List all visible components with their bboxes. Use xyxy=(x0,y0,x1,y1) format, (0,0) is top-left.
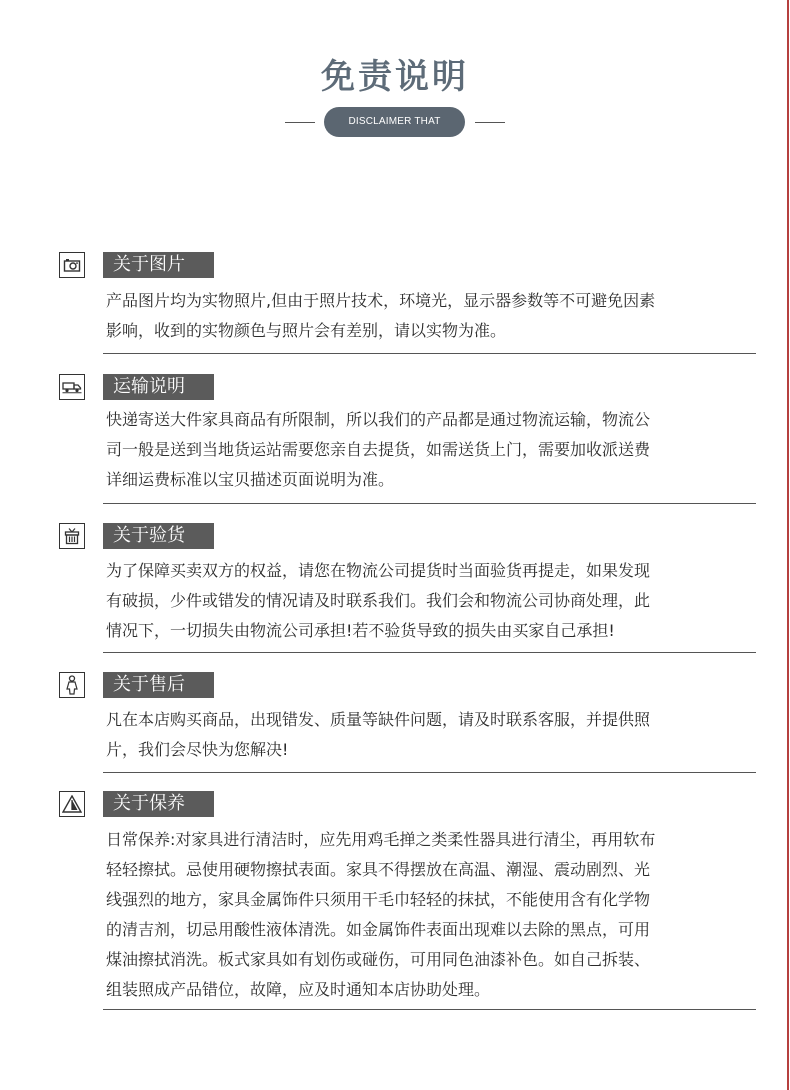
subtitle-right-line xyxy=(475,122,505,123)
body-line: 片，我们会尽快为您解决! xyxy=(106,740,289,759)
subtitle-pill: DISCLAIMER THAT xyxy=(324,107,465,137)
section-divider xyxy=(103,503,756,504)
right-edge-rule xyxy=(787,0,789,1090)
section-heading: 关于保养 xyxy=(103,791,214,817)
section-divider xyxy=(103,772,756,773)
subtitle-left-line xyxy=(285,122,315,123)
body-line: 有破损，少件或错发的情况请及时联系我们。我们会和物流公司协商处理，此 xyxy=(106,591,651,610)
body-line: 影响，收到的实物颜色与照片会有差别，请以实物为准。 xyxy=(106,321,507,340)
section-divider xyxy=(103,1009,756,1010)
body-line: 线强烈的地方，家具金属饰件只须用干毛巾轻轻的抹拭，不能使用含有化学物 xyxy=(106,890,651,909)
section-body xyxy=(106,825,736,1005)
page-title: 免责说明 xyxy=(321,57,469,97)
section-heading: 运输说明 xyxy=(103,374,214,400)
subtitle-banner xyxy=(0,107,790,137)
section-body xyxy=(106,556,736,646)
body-line: 情况下，一切损失由物流公司承担!若不验货导致的损失由买家自己承担! xyxy=(106,621,615,640)
body-line: 日常保养:对家具进行清洁时，应先用鸡毛掸之类柔性器具进行清尘，再用软布 xyxy=(106,830,656,849)
body-line: 的清吉剂，切忌用酸性液体清洗。如金属饰件表面出现难以去除的黑点，可用 xyxy=(106,920,651,939)
section-divider xyxy=(103,652,756,653)
body-line: 凡在本店购买商品，出现错发、质量等缺件问题，请及时联系客服，并提供照 xyxy=(106,710,651,729)
body-line: 快递寄送大件家具商品有所限制，所以我们的产品都是通过物流运输，物流公 xyxy=(106,410,651,429)
body-line: 为了保障买卖双方的权益，请您在物流公司提货时当面验货再提走，如果发现 xyxy=(106,561,651,580)
section-divider xyxy=(103,353,756,354)
body-line: 详细运费标准以宝贝描述页面说明为准。 xyxy=(106,470,395,489)
body-line: 组装照成产品错位，故障，应及时通知本店协助处理。 xyxy=(106,980,491,999)
person-icon xyxy=(59,672,85,698)
camera-icon xyxy=(59,252,85,278)
section-heading: 关于验货 xyxy=(103,523,214,549)
gift-box-icon xyxy=(59,523,85,549)
truck-icon xyxy=(59,374,85,400)
section-body xyxy=(106,286,736,346)
body-line: 司一般是送到当地货运站需要您亲自去提货，如需送货上门，需要加收派送费 xyxy=(106,440,651,459)
warning-triangle-icon xyxy=(59,791,85,817)
section-body xyxy=(106,705,736,765)
body-line: 轻轻擦拭。忌使用硬物擦拭表面。家具不得摆放在高温、潮湿、震动剧烈、光 xyxy=(106,860,651,879)
body-line: 产品图片均为实物照片,但由于照片技术，环境光，显示器参数等不可避免因素 xyxy=(106,291,656,310)
section-heading: 关于图片 xyxy=(103,252,214,278)
body-line: 煤油擦拭消洗。板式家具如有划伤或碰伤，可用同色油漆补色。如自己拆装、 xyxy=(106,950,651,969)
section-heading: 关于售后 xyxy=(103,672,214,698)
section-body xyxy=(106,405,736,495)
